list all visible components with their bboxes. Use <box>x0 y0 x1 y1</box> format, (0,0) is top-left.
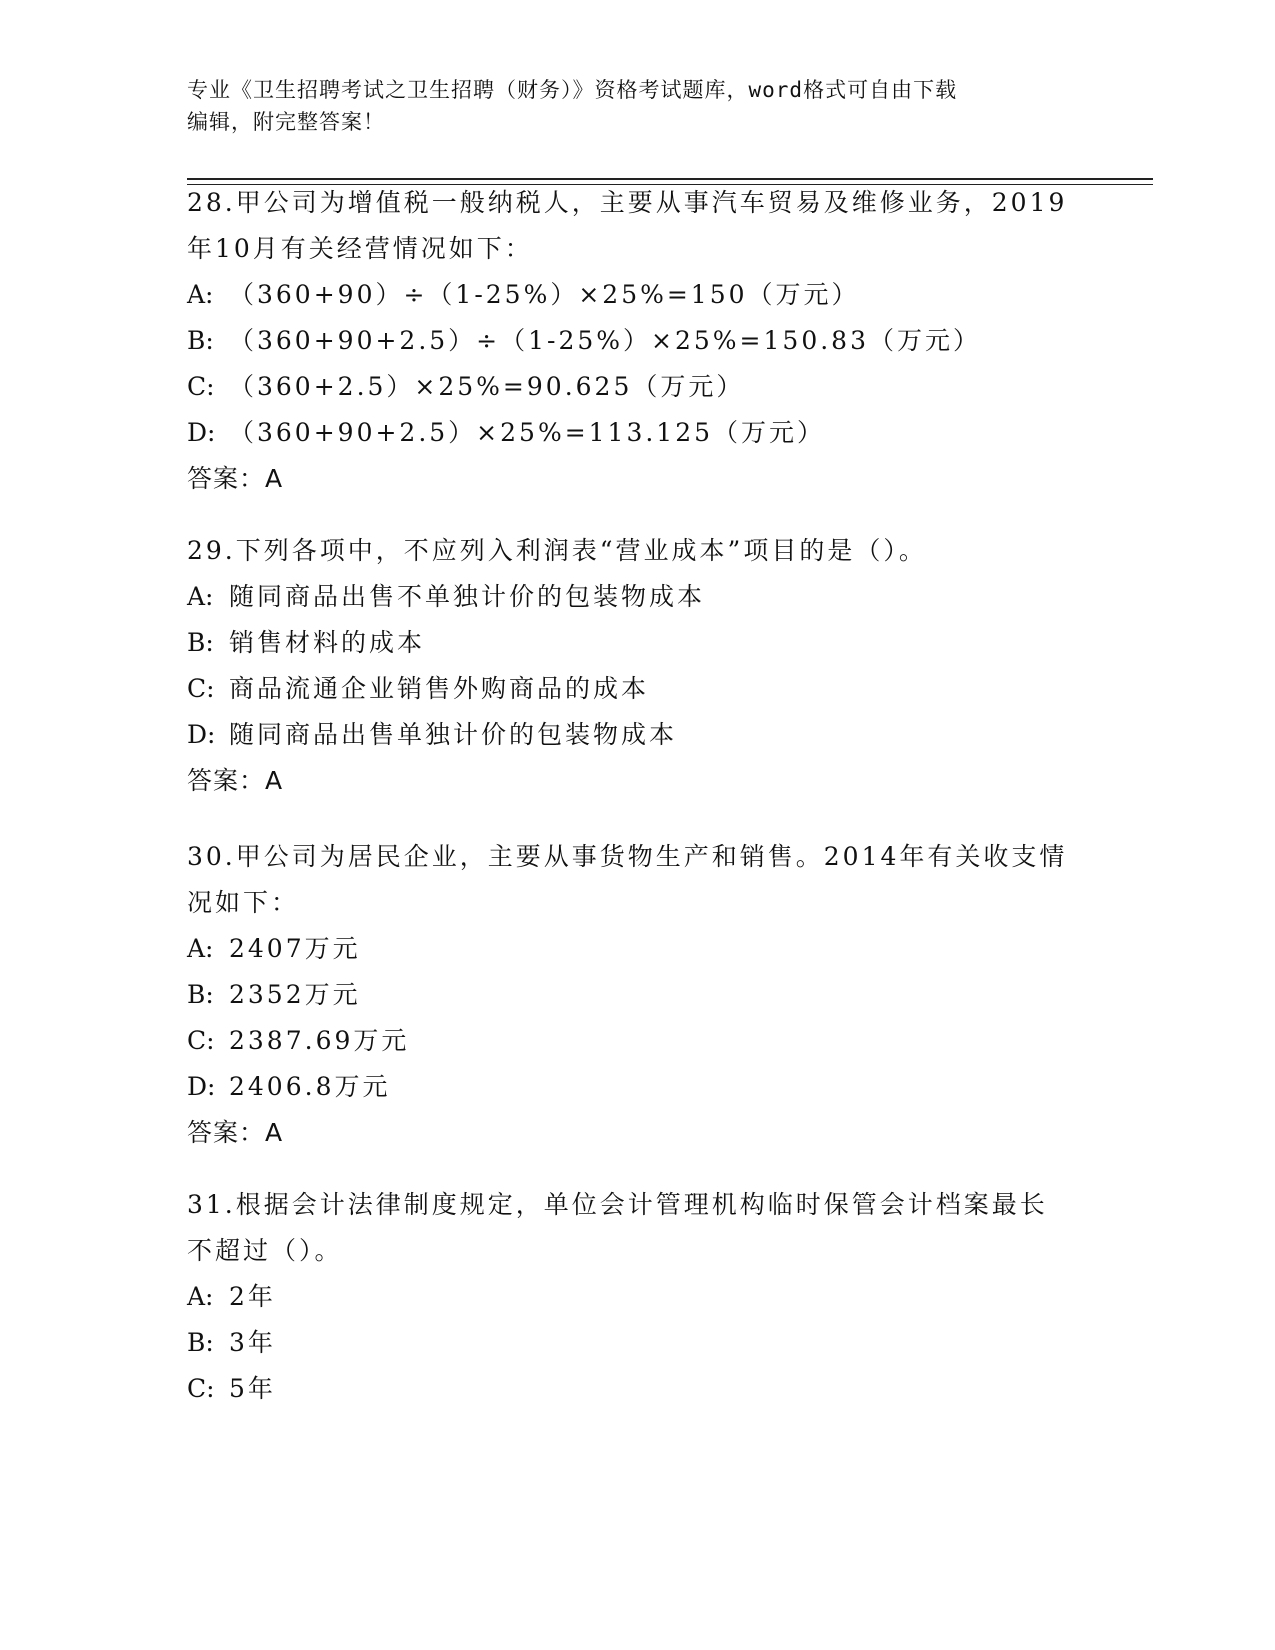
option-label: D: <box>187 720 216 749</box>
question-28 <box>187 180 1107 502</box>
option-d <box>187 410 1107 456</box>
option-text: 2406.8万元 <box>229 1072 391 1101</box>
question-stem-line-1: 29.下列各项中，不应列入利润表“营业成本”项目的是（）。 <box>187 536 927 565</box>
answer-text: 答案：A <box>187 766 284 795</box>
option-text: 随同商品出售单独计价的包装物成本 <box>229 720 678 749</box>
option-text: 2年 <box>229 1282 276 1311</box>
option-a <box>187 272 1107 318</box>
option-b <box>187 620 1107 666</box>
document-header <box>187 74 1067 138</box>
question-stem-line-1: 31.根据会计法律制度规定，单位会计管理机构临时保管会计档案最长 <box>187 1190 1048 1219</box>
header-line-1: 专业《卫生招聘考试之卫生招聘（财务）》资格考试题库，word格式可自由下载 <box>187 78 958 102</box>
option-a <box>187 574 1107 620</box>
option-text: 2352万元 <box>229 980 361 1009</box>
question-stem-line-2: 年10月有关经营情况如下： <box>187 234 533 263</box>
option-label: C: <box>187 1374 215 1403</box>
option-label: A: <box>187 582 214 611</box>
option-a <box>187 1274 1107 1320</box>
option-d <box>187 712 1107 758</box>
answer-text: 答案：A <box>187 464 284 493</box>
option-label: B: <box>187 628 214 657</box>
option-text: 销售材料的成本 <box>229 628 426 657</box>
option-text: 3年 <box>229 1328 276 1357</box>
question-30 <box>187 834 1107 1156</box>
option-label: A: <box>187 1282 214 1311</box>
header-line-2: 编辑，附完整答案！ <box>187 110 385 134</box>
option-c <box>187 666 1107 712</box>
option-d <box>187 1064 1107 1110</box>
option-label: D: <box>187 418 216 447</box>
option-c <box>187 364 1107 410</box>
option-b <box>187 1320 1107 1366</box>
option-text: （360+90+2.5）×25%=113.125（万元） <box>229 418 826 447</box>
option-label: A: <box>187 280 214 309</box>
option-label: B: <box>187 980 214 1009</box>
option-text: （360+90）÷（1-25%）×25%=150（万元） <box>229 280 860 309</box>
option-label: B: <box>187 1328 214 1357</box>
option-text: （360+2.5）×25%=90.625（万元） <box>229 372 745 401</box>
question-stem-line-2: 况如下： <box>187 888 300 917</box>
question-stem-line-1: 30.甲公司为居民企业，主要从事货物生产和销售。2014年有关收支情 <box>187 842 1068 871</box>
option-text: 5年 <box>229 1374 276 1403</box>
option-text: 商品流通企业销售外购商品的成本 <box>229 674 650 703</box>
question-stem-line-2: 不超过（）。 <box>187 1236 343 1265</box>
option-a <box>187 926 1107 972</box>
option-b <box>187 318 1107 364</box>
answer-text: 答案：A <box>187 1118 284 1147</box>
option-label: C: <box>187 674 215 703</box>
question-stem-line-1: 28.甲公司为增值税一般纳税人，主要从事汽车贸易及维修业务，2019 <box>187 188 1068 217</box>
option-text: 2407万元 <box>229 934 361 963</box>
option-c <box>187 1366 1107 1412</box>
option-label: C: <box>187 372 215 401</box>
option-label: C: <box>187 1026 215 1055</box>
question-29 <box>187 528 1107 804</box>
option-label: D: <box>187 1072 216 1101</box>
option-label: B: <box>187 326 214 355</box>
option-text: 随同商品出售不单独计价的包装物成本 <box>229 582 706 611</box>
question-31 <box>187 1182 1107 1412</box>
option-b <box>187 972 1107 1018</box>
option-c <box>187 1018 1107 1064</box>
option-text: 2387.69万元 <box>229 1026 410 1055</box>
option-label: A: <box>187 934 214 963</box>
option-text: （360+90+2.5）÷（1-25%）×25%=150.83（万元） <box>229 326 981 355</box>
